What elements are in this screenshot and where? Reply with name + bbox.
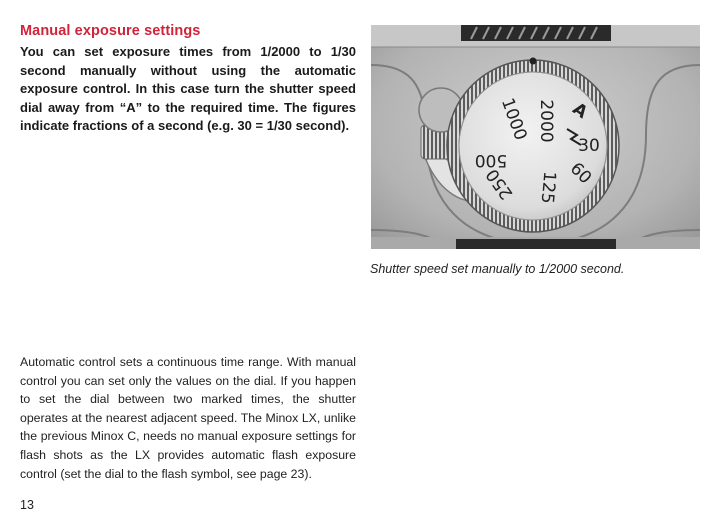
shutter-dial-photo [371, 25, 700, 249]
photo-caption: Shutter speed set manually to 1/2000 second. [370, 262, 625, 276]
shutter-dial-illustration [371, 25, 700, 249]
page-number: 13 [20, 498, 34, 512]
section-heading: Manual exposure settings [20, 23, 201, 39]
dial-mark-250: 250 [482, 164, 518, 203]
dial-mark-125: 125 [536, 170, 560, 205]
intro-paragraph: You can set exposure times from 1/2000 to 1/30 second manually without using the automatic exposure control. In this case turn the shutter speed dial away from “A” to the required time. The figures indicate fractions of a second (e.g. 30 = 1/30 second). [20, 44, 356, 133]
dial-mark-auto: A [568, 98, 591, 123]
dial-mark-1000: 1000 [496, 95, 531, 144]
body-paragraph: Automatic control sets a continuous time range. With manual control you can set only the values on the dial. If you happen to set the dial between two marked times, the shutter operates at the nearest adjacent speed. The Minox LX, unlike the previous Minox C, needs no manual exposure settings for flash shots as the LX provides automatic flash exposure control (set the dial to the flash symbol, see page 23). [20, 355, 356, 481]
dial-mark-2000: 2000 [536, 99, 556, 143]
dial-mark-30: 30 [578, 136, 600, 156]
dial-mark-500: 500 [474, 150, 508, 170]
dial-mark-60: 60 [565, 158, 596, 189]
